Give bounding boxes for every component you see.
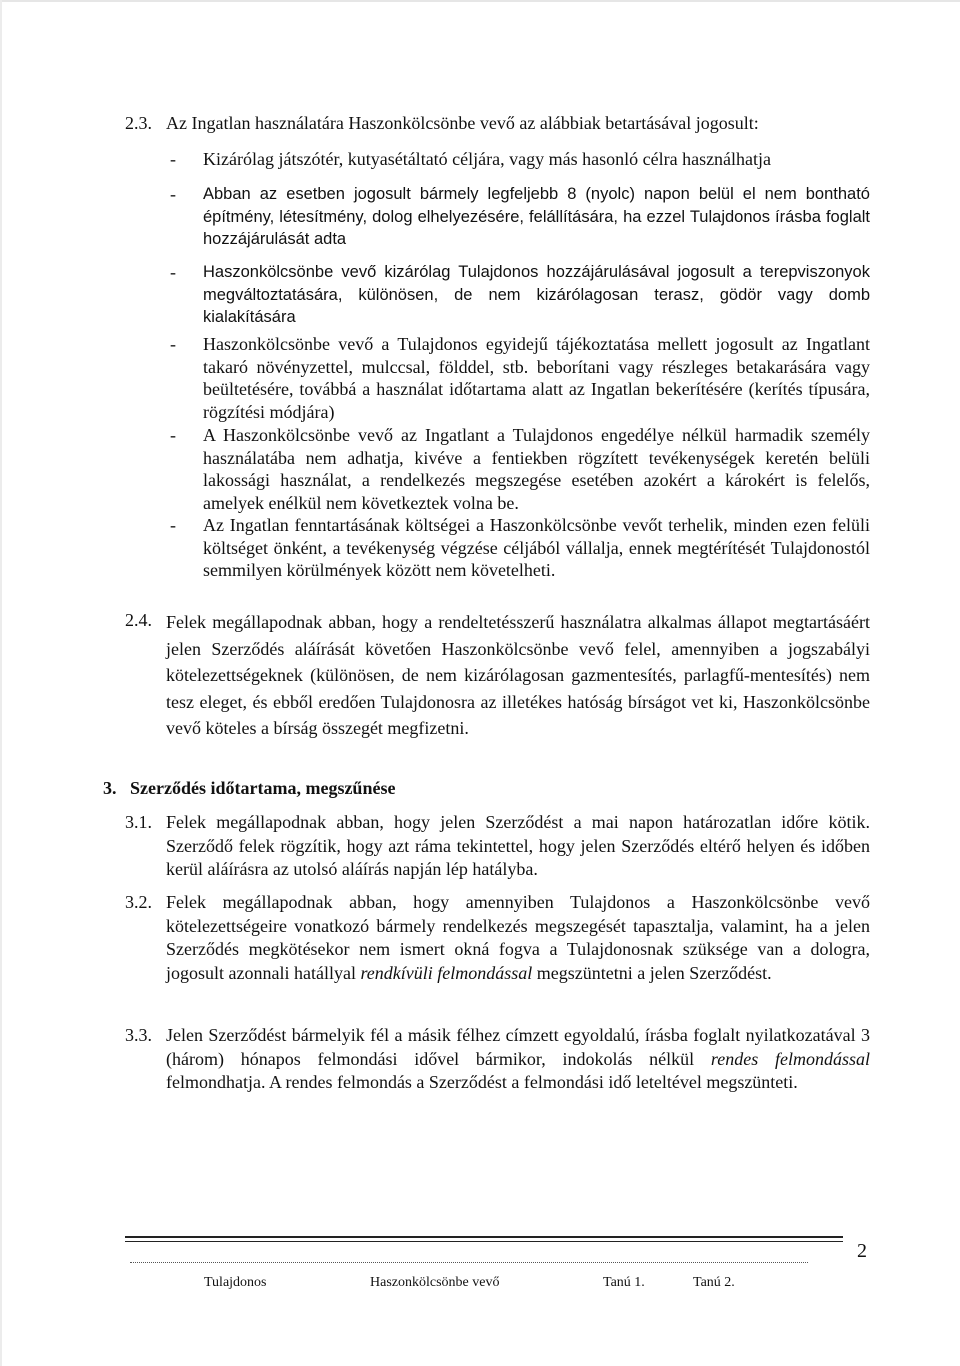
section-number-2-3: 2.3. [125,113,152,133]
section-2-3-bullet-1: Kizárólag játszótér, kutyasétáltató céljára, vagy más hasonló célra használhatja [203,149,772,169]
bullet-dash: - [170,149,176,169]
section-2-3-bullet-2: Abban az esetben jogosult bármely legfeljebb 8 (nyolc) napon belül el nem bontható építmény, létesítmény, dolog elhelyezésére, felállítására, ha ezzel Tulajdonos írásba foglalt hozzájárulását adta [203,185,870,248]
signature-label-tanu-2: Tanú 2. [693,1275,735,1290]
bullet-dash: - [170,334,176,354]
section-3-title: Szerződés időtartama, megszűnése [130,778,396,798]
section-3-2-text [166,891,870,985]
section-3-1-text: Felek megállapodnak abban, hogy jelen Szerződést a mai napon határozatlan időre kötik. Szerződő felek rögzítik, hogy azt ráma tekintettel, hogy jelen Szerződés eltérő helyen és időben kerül aláírásra az utolsó aláírás napján lép hatályba. [166,812,870,879]
section-3-2-italic-term: rendkívüli felmondással [360,962,533,983]
bullet-dash: - [170,184,176,204]
section-2-3-bullet-4: Haszonkölcsönbe vevő a Tulajdonos egyidejű tájékoztatása mellett jogosult az Ingatlant takaró növényzettel, mulccsal, földdel, stb. beborítani vagy részleges betakarására vagy beültetésére, továbbá a használat időtartama alatt az Ingatlan bekerítésére (kerítés típusára, rögzítési módjára) [203,334,870,422]
section-3-3-italic-term: rendes felmondással [710,1048,870,1069]
bullet-dash: - [170,425,176,445]
section-3-3-text-part-1: Jelen Szerződést bármelyik fél a másik félhez címzett egyoldalú, írásba foglalt nyilatkozatával 3 (három) hónapos felmondási idővel bármikor, indokolás nélkül [166,1025,870,1069]
section-2-4-text: Felek megállapodnak abban, hogy a rendeltetésszerű használatra alkalmas állapot megtartásáért jelen Szerződés aláírását követően Haszonkölcsönbe vevő felel, amennyiben a jogszabályi kötelezettségeknek (különösen, de nem kizárólagosan gazmentesítés, parlagfű-mentesítés) nem tesz eleget, és ebből eredően Tulajdonosra az illetékes hatóság bírságot vet ki, Haszonkölcsönbe vevő köteles a bírság összegét megfizetni. [166,612,870,738]
signature-label-tanu-1: Tanú 1. [603,1275,645,1290]
signature-label-haszonkolcsonbe-vevo: Haszonkölcsönbe vevő [370,1275,500,1290]
bullet-dash: - [170,515,176,535]
section-2-3-bullet-3: Haszonkölcsönbe vevő kizárólag Tulajdonos hozzájárulásával jogosult a terepviszonyok megváltoztatására, különösen, de nem kizárólagosan terasz, gödör vagy domb kialakítására [203,263,870,326]
section-3-2-text-part-1: Felek megállapodnak abban, hogy amennyiben Tulajdonos a Haszonkölcsönbe vevő kötelezettségeire vonatkozó bármely rendelkezés megszegését tapasztalja, valamint, ha a jelen Szerződés megkötésekor nem ismert okná fogva a Tulajdonosnak szüksége van a dologra, jogosult azonnali hatállyal [166,892,870,983]
section-number-3-2: 3.2. [125,892,152,912]
scan-top-edge [0,0,960,2]
signature-label-tulajdonos: Tulajdonos [204,1275,267,1290]
section-3-3-text-part-2: felmondhatja. A rendes felmondás a Szerződést a felmondási idő leteltével megszünteti. [166,1072,798,1092]
section-2-3-bullet-6: Az Ingatlan fenntartásának költségei a Haszonkölcsönbe vevőt terhelik, minden ezen felüli költséget önként, a tevékenység végzése céljából vállalja, ennek megtérítését Tulajdonostól semmilyen körülmények között nem követelheti. [203,515,870,580]
footer-rule-thin [125,1241,843,1242]
section-3-2-text-part-2: megszüntetni a jelen Szerződést. [532,962,772,983]
bullet-dash: - [170,262,176,282]
section-3-3-text [166,1024,870,1095]
footer-rule-thick [125,1236,843,1238]
page-number: 2 [857,1240,867,1262]
section-2-3-intro: Az Ingatlan használatára Haszonkölcsönbe vevő az alábbiak betartásával jogosult: [166,113,759,133]
section-2-3-bullet-5: A Haszonkölcsönbe vevő az Ingatlant a Tulajdonos engedélye nélkül harmadik személy használatába nem adhatja, kivéve a fentiekben rögzített tevékenységek keretén belüli lakossági használat, a rendelkezés megszegése esetében azokért a károkért is felelős, amelyek enélkül nem következtek volna be. [203,425,870,513]
section-number-2-4: 2.4. [125,610,152,630]
section-number-3: 3. [103,778,117,798]
section-number-3-1: 3.1. [125,812,152,832]
signature-dotted-line [130,1262,808,1263]
section-number-3-3: 3.3. [125,1025,152,1045]
scan-left-edge [0,0,2,1366]
